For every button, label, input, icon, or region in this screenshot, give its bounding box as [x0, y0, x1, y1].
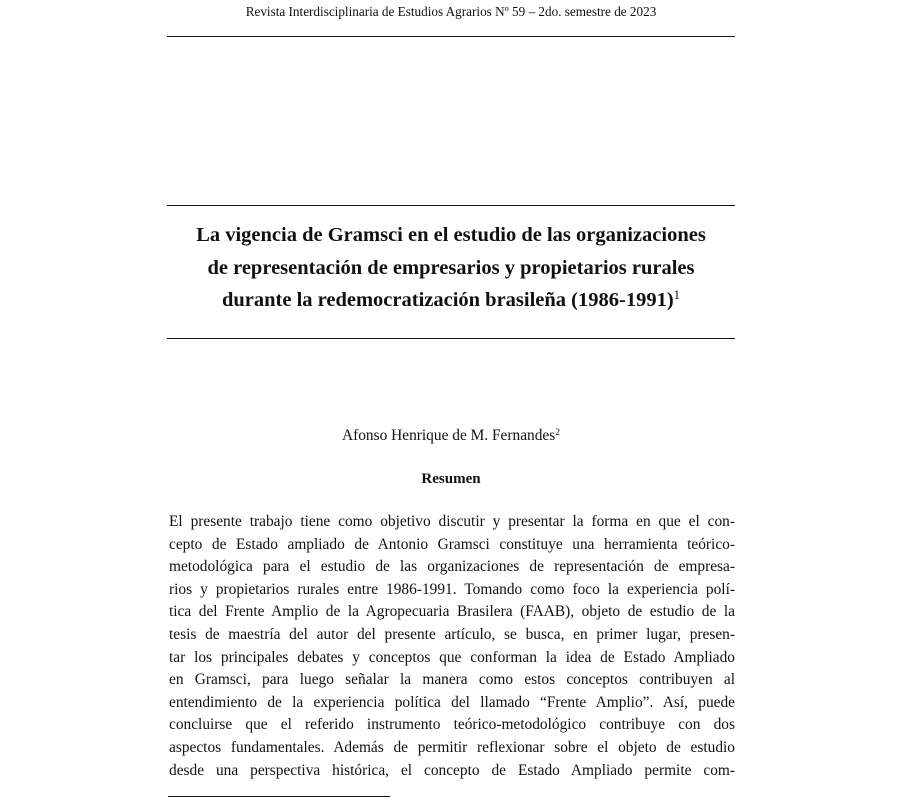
title-line: de representación de empresarios y propietarios rurales: [207, 256, 695, 279]
title-footnote-marker[interactable]: 1: [673, 288, 681, 303]
abstract-line: El presente trabajo tiene como objetivo discutir y presentar la forma en que el con-: [169, 513, 735, 530]
abstract-line: entendimiento de la experiencia política del llamado “Frente Amplio”. Así, puede: [169, 693, 735, 711]
abstract-line: metodológica para el estudio de las organizaciones de representación de empresa-: [169, 558, 735, 576]
title-bottom-rule: [167, 338, 735, 339]
footnote-separator-rule: [168, 796, 390, 797]
abstract-line: concluirse que el referido instrumento teórico-metodológico contribuye con dos: [169, 716, 735, 734]
abstract-body: [169, 511, 735, 782]
author-footnote-marker[interactable]: 2: [555, 426, 561, 438]
running-head: Revista Interdisciplinaria de Estudios Agrarios Nº 59 – 2do. semestre de 2023: [245, 4, 657, 19]
title-line: La vigencia de Gramsci en el estudio de las organizaciones: [196, 224, 706, 246]
abstract-line: tesis de maestría del autor del presente artículo, se busca, en primer lugar, presen-: [169, 625, 735, 643]
abstract-line: tica del Frente Amplio de la Agropecuaria Brasilera (FAAB), objeto de estudio de la: [169, 603, 735, 621]
title-line: [167, 284, 735, 317]
title-line-text: durante la redemocratización brasileña (1986-1991): [221, 289, 674, 311]
author-line: [167, 426, 735, 446]
abstract-heading: Resumen: [421, 471, 481, 487]
abstract-line: cepto de Estado ampliado de Antonio Gramsci constituye una herramienta teórico-: [169, 535, 735, 553]
abstract-line: en Gramsci, para luego señalar la manera como estos conceptos contribuyen al: [169, 671, 735, 689]
author-name: Afonso Henrique de M. Fernandes: [341, 427, 556, 444]
abstract-line: rios y propietarios rurales entre 1986-1991. Tomando como foco la experiencia polí-: [169, 580, 735, 598]
article-title: [167, 219, 735, 317]
abstract-line: desde una perspectiva histórica, el concepto de Estado Ampliado permite com-: [169, 761, 735, 779]
abstract-line: tar los principales debates y conceptos que conforman la idea de Estado Ampliado: [169, 648, 735, 666]
header-rule: [167, 36, 735, 37]
abstract-line: aspectos fundamentales. Además de permitir reflexionar sobre el objeto de estudio: [169, 738, 735, 756]
title-top-rule: [167, 205, 735, 206]
